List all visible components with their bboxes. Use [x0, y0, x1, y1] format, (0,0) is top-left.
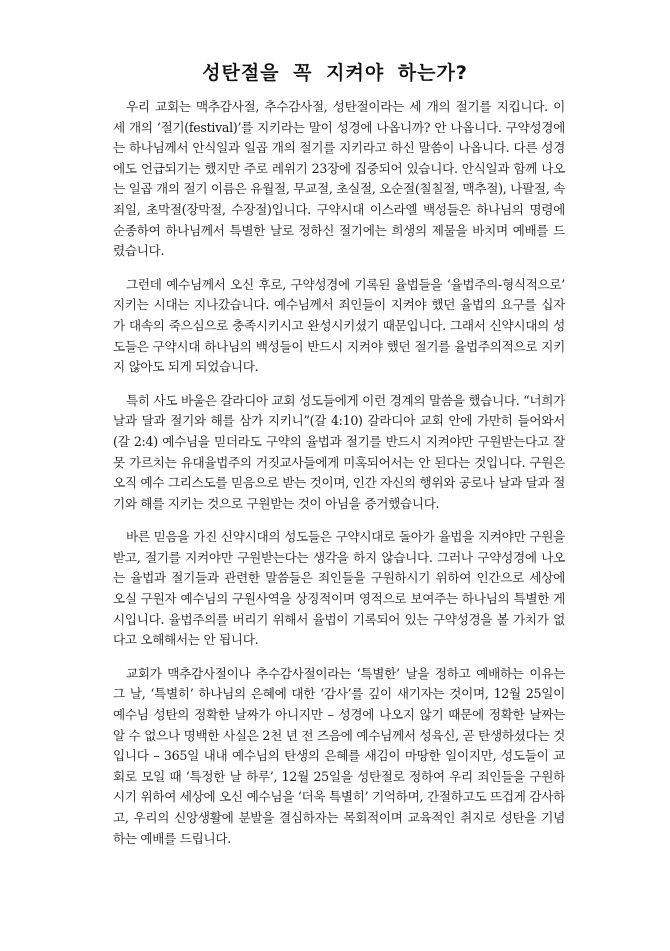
paragraph-right-faith: 바른 믿음을 가진 신약시대의 성도들은 구약시대로 돌아가 율법을 지켜야만 구원을 받고, 절기를 지켜야만 구원받는다는 생각을 하지 않습니다. 그러나 구약성경에 나오는 율법과 절기들과 관련한 말씀들은 죄인들을 구원하시기 위하여 인간으로 세상에 오실 구원자 예수님의 구원사역을 상징적이며 영적으로 보여주는 하나님의 특별한 게시입니다. 율법주의를 버리기 위해서 율법이 기록되어 있는 구약성경을 볼 가치가 없다고 오해해서는 안 됩니다. [113, 529, 565, 648]
paragraph-christmas-purpose: 교회가 맥추감사절이나 추수감사절이라는 ‘특별한’ 날을 정하고 예배하는 이유는 그 날, ‘특별히’ 하나님의 은혜에 대한 ‘감사’를 깊이 새기자는 것이며, 12월 25일이 예수님 성탄의 정확한 날짜가 아니지만 – 성경에 나오지 않기 때문에 정확한 날짜는 알 수 없으나 명백한 사실은 2천 년 전 즈음에 예수님께서 성육신, 곧 탄생하셨다는 것입니다 – 365일 내내 예수님의 탄생의 은혜를 새김이 마땅한 일이지만, 성도들이 교회로 모일 때 ‘특정한 날 하루’, 12월 25일을 성탄절로 정하여 우리 죄인들을 구원하시기 위하여 세상에 오신 예수님을 ‘더욱 특별히’ 기억하며, 간절하고도 뜨겁게 감사하고, 우리의 신앙생활에 분발을 결심하자는 목회적이며 교육적인 취지로 성탄을 기념하는 예배를 드립니다. [113, 665, 565, 846]
paragraph-law-fulfilled: 그런데 예수님께서 오신 후로, 구약성경에 기록된 율법들을 ‘율법주의-형식적으로’ 지키는 시대는 지나갔습니다. 예수님께서 죄인들이 지켜야 했던 율법의 요구를 십자가 대속의 죽으심으로 충족시키시고 완성시키셨기 때문입니다. 그래서 신약시대의 성도들은 구약시대 하나님의 백성들이 반드시 지켜야 했던 절기를 율법주의적으로 지키지 않아도 되게 되었습니다. [113, 276, 565, 375]
page-title: 성탄절을 꼭 지켜야 하는가? [202, 62, 468, 84]
paragraph-festivals-intro: 우리 교회는 맥추감사절, 추수감사절, 성탄절이라는 세 개의 절기를 지킵니다. 이 세 개의 ‘절기(festival)’를 지키라는 말이 성경에 나옵니까? 안 나옵니다. 구약성경에는 하나님께서 안식일과 일곱 개의 절기를 지키라고 하신 말씀이 나옵니다. 다른 성경에도 언급되기는 했지만 주로 레위기 23장에 집중되어 있습니다. 안식일과 함께 나오는 일곱 개의 절기 이름은 유월절, 무교절, 초실절, 오순절(칠칠절, 맥추절), 나팔절, 속죄일, 초막절(장막절, 수장절)입니다. 구약시대 이스라엘 백성들은 하나님의 명령에 순종하여 하나님께서 특별한 날로 정하신 절기에는 희생의 제물을 바치며 예배를 드렸습니다. [113, 99, 565, 259]
paragraph-paul-warning: 특히 사도 바울은 갈라디아 교회 성도들에게 이런 경계의 말씀을 했습니다. “너희가 날과 달과 절기와 해를 삼가 지키니”(갈 4:10) 갈라디아 교회 안에 가만히 들어와서(갈 2:4) 예수님을 믿더라도 구약의 율법과 절기를 반드시 지켜야만 구원받는다고 잘못 가르치는 유대율법주의 거짓교사들에게 미혹되어서는 안 된다는 것입니다. 구원은 오직 예수 그리스도를 믿음으로 받는 것이며, 인간 자신의 행위와 공로나 날과 달과 절기와 해를 지키는 것으로 구원받는 것이 아님을 증거했습니다. [113, 392, 565, 511]
document-body [113, 97, 565, 862]
